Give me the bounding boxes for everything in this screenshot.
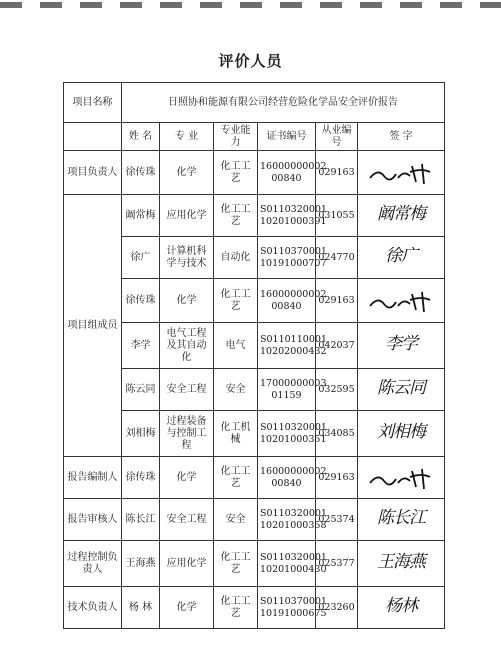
header-practice: 从业编号 (316, 123, 358, 151)
role-author: 报告编制人 (64, 457, 122, 499)
person-cert: 16000000002 00840 (258, 457, 316, 499)
handwritten-signature: 陈云同 (358, 369, 445, 411)
table-row (64, 279, 445, 323)
handwritten-signature: 李学 (358, 323, 445, 369)
person-practice: 031055 (316, 195, 358, 237)
person-ability: 化工工艺 (214, 279, 258, 323)
table-row (64, 237, 445, 279)
person-ability: 自动化 (214, 237, 258, 279)
person-practice: 029163 (316, 279, 358, 323)
handwritten-signature (358, 151, 445, 195)
person-practice: 025377 (316, 541, 358, 587)
table-row (64, 323, 445, 369)
person-name: 阚常梅 (122, 195, 160, 237)
person-name: 李学 (122, 323, 160, 369)
handwritten-signature: 王海燕 (358, 541, 445, 587)
role-process-control: 过程控制负责人 (64, 541, 122, 587)
role-members: 项目组成员 (64, 195, 122, 457)
person-cert: 17000000003 01159 (258, 369, 316, 411)
person-name: 徐传珠 (122, 457, 160, 499)
table-row (64, 151, 445, 195)
table-row (64, 369, 445, 411)
header-blank (64, 123, 122, 151)
person-ability: 电气 (214, 323, 258, 369)
person-name: 徐传珠 (122, 151, 160, 195)
person-major: 化学 (160, 457, 214, 499)
person-ability: 化工工艺 (214, 457, 258, 499)
role-tech: 技术负责人 (64, 587, 122, 629)
person-cert: S0110320001 10201000351 (258, 411, 316, 457)
person-major: 化学 (160, 587, 214, 629)
person-major: 应用化学 (160, 541, 214, 587)
person-cert: S0110320001 10201000358 (258, 499, 316, 541)
handwritten-signature: 刘相梅 (358, 411, 445, 457)
person-cert: S0110320001 10201000391 (258, 195, 316, 237)
evaluator-table (63, 82, 445, 629)
person-cert: 16000000002 00840 (258, 279, 316, 323)
handwritten-signature: 徐广 (358, 237, 445, 279)
project-name-value: 日照协和能源有限公司经营危险化学品安全评价报告 (122, 83, 445, 123)
person-major: 计算机科学与技术 (160, 237, 214, 279)
person-name: 徐传珠 (122, 279, 160, 323)
person-cert: S0110320001 10201000430 (258, 541, 316, 587)
person-major: 安全工程 (160, 369, 214, 411)
table-row (64, 541, 445, 587)
header-row (64, 123, 445, 151)
person-ability: 化工工艺 (214, 541, 258, 587)
page-title: 评价人员 (218, 52, 283, 70)
handwritten-signature (358, 279, 445, 323)
person-ability: 化工工艺 (214, 195, 258, 237)
header-cert: 证书编号 (258, 123, 316, 151)
person-major: 化学 (160, 151, 214, 195)
table-row (64, 411, 445, 457)
person-practice: 034085 (316, 411, 358, 457)
header-name: 姓 名 (122, 123, 160, 151)
person-ability: 化工工艺 (214, 151, 258, 195)
header-signature: 签 字 (358, 123, 445, 151)
project-name-label: 项目名称 (64, 83, 122, 123)
person-name: 王海燕 (122, 541, 160, 587)
person-major: 电气工程及其自动化 (160, 323, 214, 369)
person-major: 化学 (160, 279, 214, 323)
person-practice: 025374 (316, 499, 358, 541)
person-practice: 024770 (316, 237, 358, 279)
role-leader: 项目负责人 (64, 151, 122, 195)
project-row (64, 83, 445, 123)
person-ability: 化工工艺 (214, 587, 258, 629)
person-major: 过程装备与控制工程 (160, 411, 214, 457)
person-name: 陈长江 (122, 499, 160, 541)
person-practice: 032595 (316, 369, 358, 411)
person-cert: S0110110001 10202000432 (258, 323, 316, 369)
header-major: 专 业 (160, 123, 214, 151)
person-practice: 029163 (316, 151, 358, 195)
person-name: 刘相梅 (122, 411, 160, 457)
person-major: 应用化学 (160, 195, 214, 237)
handwritten-signature: 杨林 (358, 587, 445, 629)
person-name: 杨 林 (122, 587, 160, 629)
person-cert: 16000000002 00840 (258, 151, 316, 195)
person-practice: 029163 (316, 457, 358, 499)
scan-top-edge (0, 2, 501, 8)
person-name: 陈云同 (122, 369, 160, 411)
person-ability: 安全 (214, 369, 258, 411)
person-name: 徐广 (122, 237, 160, 279)
handwritten-signature: 阚常梅 (358, 195, 445, 237)
table-row (64, 587, 445, 629)
handwritten-signature: 陈长江 (358, 499, 445, 541)
role-reviewer: 报告审核人 (64, 499, 122, 541)
person-practice: 042037 (316, 323, 358, 369)
person-cert: S0110370001 10191000707 (258, 237, 316, 279)
person-cert: S0110370001 10191000675 (258, 587, 316, 629)
table-row (64, 499, 445, 541)
person-ability: 安全 (214, 499, 258, 541)
table-row (64, 457, 445, 499)
handwritten-signature (358, 457, 445, 499)
person-practice: 023260 (316, 587, 358, 629)
person-ability: 化工机械 (214, 411, 258, 457)
table-row (64, 195, 445, 237)
header-ability: 专业能力 (214, 123, 258, 151)
person-major: 安全工程 (160, 499, 214, 541)
